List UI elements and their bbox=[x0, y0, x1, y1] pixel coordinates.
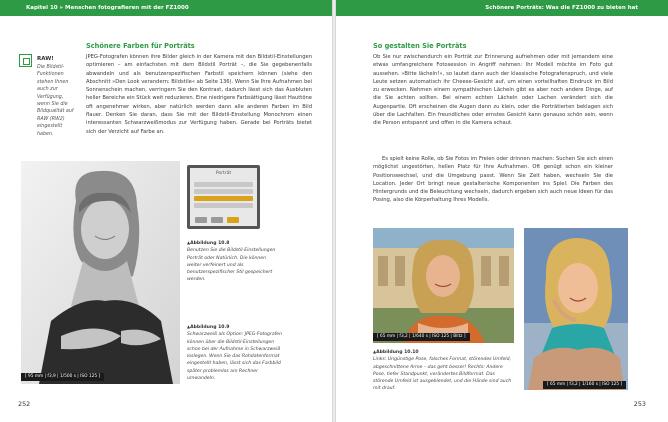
raw-sidebar-title: RAW! bbox=[37, 56, 54, 62]
figure-10-9-label: ▲ Abbildung 10.9 bbox=[187, 325, 229, 330]
photo-1-caption: [ 65 mm | f3,2 | 1/640 s | ISO 125 | Blitz ] bbox=[373, 333, 470, 341]
right-body-paragraph-2: Es spielt keine Rolle, ob Sie Fotos im Freien oder drinnen machen: Suchen Sie sich einen möglichst ungestörten, hellen Platz für Ihre Aufnahmen. Oft genügt schon ein kleiner Positionswechsel, und die Umgebung passt. Wenn Sie Zeit haben, wechseln Sie die Location. Jeder Ort bringt neue gestalterische Komponenten ins Spiel: Die Farben des Hintergrunds und die Beleuchtung wechseln, dadurch ergeben sich auch neue Ideen für das Posing, also die Körperhaltung Ihres Modells. bbox=[373, 156, 613, 204]
right-page bbox=[336, 0, 668, 422]
bw-portrait-photo bbox=[21, 161, 180, 384]
left-body-paragraph: JPEG-Fotografen können ihre Bilder gleich in der Kamera mit den Bildstil-Einstellungen optimieren – am einfachsten mit dem Bildstil Porträt –, die Sie gegebenenfalls abwandeln und als benutzerspezifischen Farbstil speichern können (siehe den Abschnitt »Den Look verandern: Bildstile« ab Seite 136). Wenn Sie Ihre Aufnahmen bei Sonnenschein machen, verringern Sie den Kontrast, dadurch lässt sich das Ausbluten heller Bereiche ein Stück weit reduzieren. Eine niedrigere Farbsättigung lässt Hauttöne oft angenehmer wirken, aber natürlich werden dann alle anderen Farben im Bild flauer. Denken Sie daran, dass Sie mit der Bildstil-Einstellung Monochrom einen interessanten Schwarzweißmodus zur Verfügung haben. Gerade bei Porträts bietet sich der Verzicht auf Farbe an. bbox=[86, 54, 312, 135]
figure-10-8-text: Benutzen Sie die Bildstil-Einstellungen Porträt oder Natürlich. Die können weiter verfeinert und als benutzerspezifischer Stil gespeichert werden. bbox=[187, 248, 276, 283]
figure-10-8-caption bbox=[187, 239, 281, 284]
right-body-paragraph-1: Ob Sie nur zwischendurch ein Porträt zur Erinnerung aufnehmen oder mit jemandem eine etwas umfangreichere Fotosession in Angriff nehmen: Ihr Modell möchte im Foto gut aussehen. »Bitte lächeln!«, so lautet dann auch der klassische Fotografenspruch, und viele Leute setzen automatisch ihr Cheese-Gesicht auf, um einen vorteilhaften Eindruck im Bild zu erwecken. Nehmen einem sympathischen Lächeln gibt es aber noch andere Dinge, auf die Sie achten sollten. Bei einem echten Lächeln oder Lachen verändert sich die Augenpartie. Oft erscheinen die Augen dann zu klein, oder die Porträtierten beklagen sich über die Lachfalten. Ein freundliches oder ernstes Gesicht kann genauso schön sein, wenn die Person entspannt und offen in die Kamera schaut. bbox=[373, 54, 613, 127]
photo-2-caption: [ 65 mm | f3,2 | 1/160 s | ISO 125 ] bbox=[543, 381, 626, 389]
lcd-menu-title: Porträt bbox=[215, 171, 232, 176]
left-section-heading: Schönere Farben für Porträts bbox=[86, 42, 195, 50]
left-page bbox=[0, 0, 332, 422]
figure-10-10-text: Links: Ungünstige Pose, falsches Format, störendes Umfeld, abgeschnittene Arme – das geht besser! Rechts: Andere Pose, tiefer Standpunkt, verändertes Bildformat. Das störende Umfeld ist ausgeblendet, und die Hände sind auch mit drauf. bbox=[373, 357, 512, 392]
right-page-number: 253 bbox=[633, 400, 646, 408]
left-page-number: 252 bbox=[18, 400, 31, 408]
figure-10-10-caption bbox=[373, 348, 516, 393]
left-running-header: Kapitel 10 » Menschen fotografieren mit der FZ1000 bbox=[0, 0, 332, 16]
portrait-photo-improved bbox=[524, 228, 628, 390]
bw-photo-caption: [ 95 mm | f3,9 | 1/500 s | ISO 125 ] bbox=[21, 373, 104, 381]
figure-10-10-label: ▲ Abbildung 10.10 bbox=[373, 350, 419, 355]
camera-menu-screenshot bbox=[187, 165, 260, 229]
figure-10-8-label: ▲ Abbildung 10.8 bbox=[187, 241, 229, 246]
right-running-header: Schönere Porträts: Was die FZ1000 zu bieten hat bbox=[336, 0, 668, 16]
figure-10-9-text: Schwarzweiß als Option: JPEG-Fotografen können über die Bildstil-Einstellungen schon bei der Aufnahme in Schwarzweiß loslegen. Wenn Sie das Rohdatenformat eingestellt haben, lässt sich das Farbbild später problemlos am Rechner umwandeln. bbox=[187, 332, 283, 382]
figure-10-9-caption bbox=[187, 323, 282, 382]
raw-sidebar-text: Die Bildstil-Funktionen stehen Ihnen auch zur Verfügung, wenn Sie die Bildqualität auf RAW (RW2) eingestellt haben. bbox=[37, 65, 74, 137]
right-section-heading: So gestalten Sie Porträts bbox=[373, 42, 467, 50]
portrait-photo-unfavorable bbox=[373, 228, 514, 343]
raw-icon bbox=[19, 54, 32, 67]
